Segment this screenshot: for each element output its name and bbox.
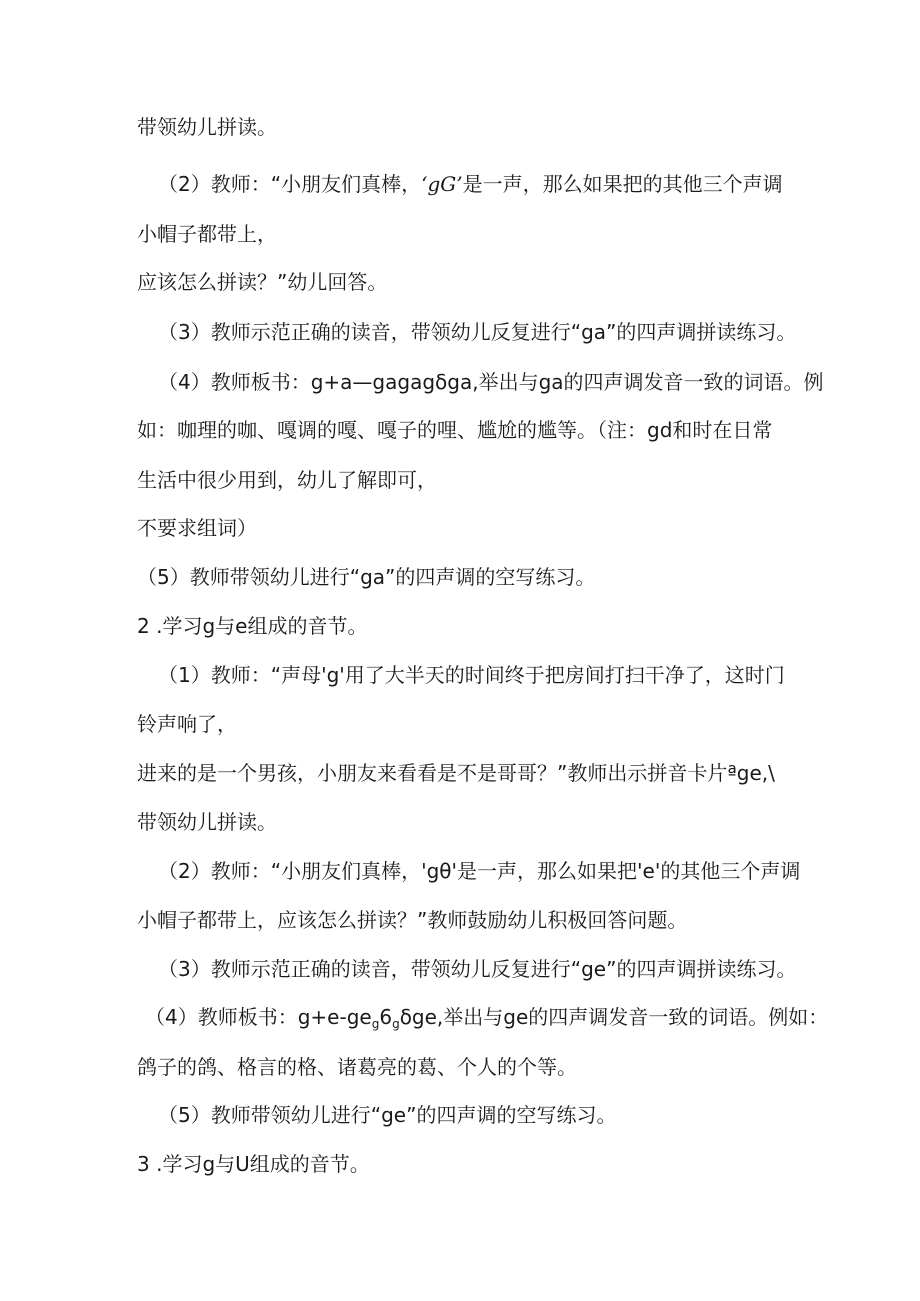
text-line-11 [137, 612, 367, 640]
text: 生活中很少用到，幼儿了解即可， [137, 468, 437, 492]
text-line-6 [158, 368, 824, 396]
text: 不要求组词） [137, 516, 257, 540]
text: 小帽子都带上， [137, 222, 277, 246]
text-line-5 [158, 318, 796, 346]
text-line-17 [137, 906, 687, 934]
text: 鸽子的鸽、格言的格、诸葛亮的葛、个人的个等。 [137, 1055, 577, 1079]
text: （2）教师：“小朋友们真棒，'gθ'是一声，那么如果把'e'的其他三个声调 [158, 859, 801, 883]
text: 3 .学习g与U组成的音节。 [137, 1152, 370, 1176]
text: 如：咖理的咖、嘎调的嘎、嘎子的哩、尴尬的尴等。（注：gd和时在日常 [137, 418, 773, 442]
text: 6 [379, 1005, 393, 1029]
text-line-14 [137, 759, 775, 787]
text-line-15 [137, 808, 277, 836]
text: 是一声，那么如果把的其他三个声调 [462, 172, 783, 196]
text-line-9 [137, 514, 257, 542]
text-line-18 [158, 955, 796, 983]
text: （4）教师板书：g+a—gagagδga,举出与ga的四声调发音一致的词语。例 [158, 370, 824, 394]
text-line-7 [137, 416, 772, 444]
text: （2）教师：“小朋友们真棒， [158, 172, 422, 196]
text: 带领幼儿拼读。 [137, 115, 277, 139]
text-line-10 [137, 563, 595, 591]
text-line-12 [158, 661, 785, 689]
text-line-3 [137, 220, 277, 248]
text-line-8 [137, 466, 437, 494]
text: 应该怎么拼读？”幼儿回答。 [137, 270, 388, 294]
text-line-2 [158, 170, 783, 198]
text-line-21 [158, 1101, 616, 1129]
text: 小帽子都带上，应该怎么拼读？”教师鼓励幼儿积极回答问题。 [137, 908, 688, 932]
text-line-22 [137, 1150, 370, 1178]
text-line-20 [137, 1053, 577, 1081]
text: （3）教师示范正确的读音，带领幼儿反复进行“ge”的四声调拼读练习。 [158, 957, 797, 981]
text-line-4 [137, 268, 387, 296]
text: δge,举出与ge的四声调发音一致的词语。例如： [399, 1005, 829, 1029]
text: （5）教师带领幼儿进行“ga”的四声调的空写练习。 [137, 565, 596, 589]
subscript: g [392, 1017, 400, 1031]
text-line-19 [145, 1003, 828, 1031]
text-line-13 [137, 710, 237, 738]
text: （5）教师带领幼儿进行“ge”的四声调的空写练习。 [158, 1103, 617, 1127]
text: 2 .学习g与e组成的音节。 [137, 614, 368, 638]
text-line-16 [158, 857, 800, 885]
subscript: g [371, 1017, 380, 1031]
text: （3）教师示范正确的读音，带领幼儿反复进行“ga”的四声调拼读练习。 [158, 320, 797, 344]
italic-text: ‘gG’ [421, 172, 463, 196]
text: 铃声响了， [137, 712, 237, 736]
text: 进来的是一个男孩，小朋友来看看是不是哥哥？”教师出示拼音卡片ªge,\ [137, 761, 775, 785]
text: （4）教师板书：g+e-ge [145, 1005, 372, 1029]
text: （1）教师：“声母'g'用了大半天的时间终于把房间打扫干净了，这时门 [158, 663, 785, 687]
text-line-1 [137, 113, 277, 141]
text: 带领幼儿拼读。 [137, 810, 277, 834]
